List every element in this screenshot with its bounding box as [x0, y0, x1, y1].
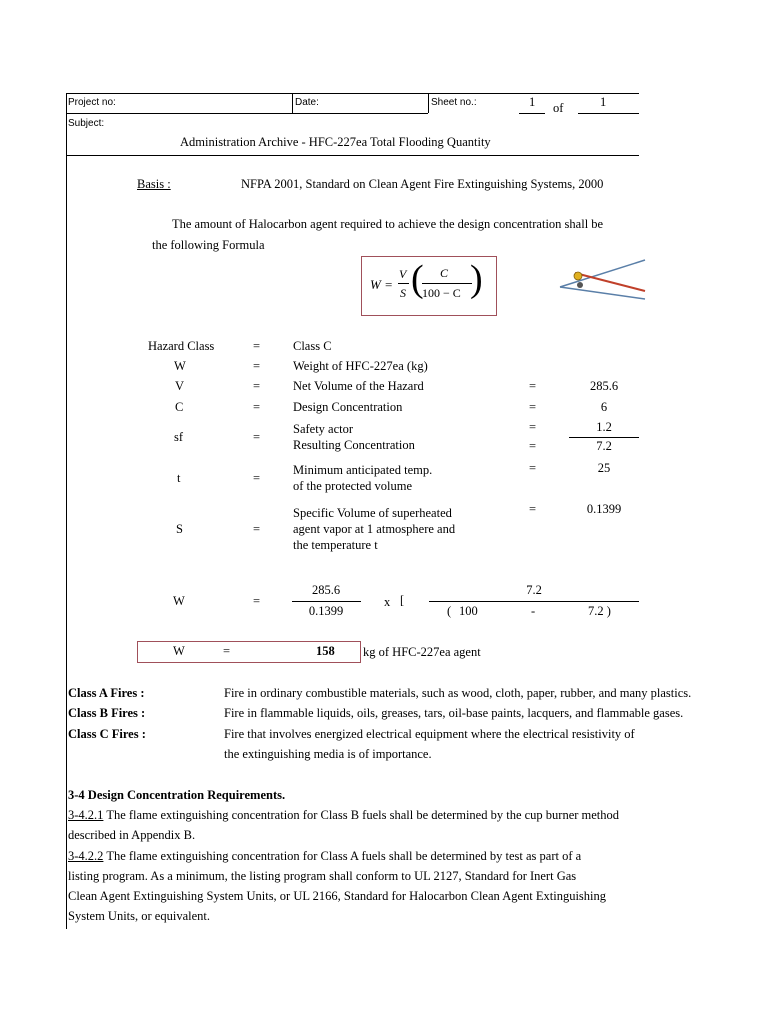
class-b-text: Fire in flammable liquids, oils, greases, tars, oil-base paints, lacquers, and flammable gases.: [224, 706, 684, 720]
calc-denominator-1: 0.1399: [308, 604, 344, 618]
requirement-1-text: The flame extinguishing concentration for Class B fuels shall be determined by the cup burner method: [103, 808, 620, 822]
resulting-concentration-value: 7.2: [596, 439, 612, 453]
t-desc-1: Minimum anticipated temp.: [293, 463, 433, 477]
t-value: 25: [597, 461, 611, 475]
result-equals: =: [223, 644, 231, 658]
header-top-rule: [66, 93, 639, 94]
calc-bracket: [: [400, 593, 405, 607]
diagram-pipe: [575, 273, 645, 291]
calc-times: x: [384, 595, 391, 609]
subject-label: Subject:: [68, 118, 105, 129]
v-desc: Net Volume of the Hazard: [293, 379, 424, 393]
sf-symbol: sf: [174, 430, 184, 444]
c-desc: Design Concentration: [293, 400, 403, 414]
valve-icon: [577, 282, 583, 288]
sf-equals: =: [253, 430, 261, 444]
requirement-2-line-1: [68, 849, 581, 864]
v-symbol: V: [175, 379, 185, 393]
requirements-heading: 3-4 Design Concentration Requirements.: [68, 788, 286, 802]
sf-rule: [569, 437, 639, 438]
class-c-text-2: the extinguishing media is of importance.: [224, 747, 432, 761]
header-bottom-rule: [66, 155, 639, 156]
requirement-2-line-3: Clean Agent Extinguishing System Units, or UL 2166, Standard for Halocarbon Clean Agent Extinguishing: [68, 889, 607, 903]
s-equals-2: =: [529, 502, 537, 516]
requirement-1-line-1: [68, 808, 619, 823]
w-equals: =: [253, 359, 261, 373]
hazard-label: Hazard Class: [148, 339, 215, 353]
formula-frac-bar-2: [422, 283, 472, 284]
calc-100: 100: [459, 604, 478, 618]
sf-equals-2a: =: [529, 420, 537, 434]
class-c-label: Class C Fires :: [68, 727, 146, 741]
c-symbol: C: [175, 400, 184, 414]
calc-numerator-2: 7.2: [526, 583, 542, 597]
requirement-2-text: The flame extinguishing concentration for Class A fuels shall be determined by test as part of a: [103, 849, 582, 863]
s-desc-3: the temperature t: [293, 538, 378, 552]
c-equals: =: [253, 400, 261, 414]
c-value: 6: [600, 400, 608, 414]
formula-c: C: [440, 266, 449, 280]
result-unit: kg of HFC-227ea agent: [363, 645, 481, 659]
document-title: Administration Archive - HFC-227ea Total Flooding Quantity: [180, 135, 491, 149]
formula-w: W: [370, 277, 381, 292]
header-mid-rule: [66, 113, 428, 114]
t-equals: =: [253, 471, 261, 485]
s-equals: =: [253, 522, 261, 536]
sf-value: 1.2: [596, 420, 612, 434]
t-equals-2: =: [529, 461, 537, 475]
intro-line-2: the following Formula: [152, 238, 265, 252]
class-a-label: Class A Fires :: [68, 686, 145, 700]
of-label: of: [553, 101, 564, 115]
nozzle-icon: [574, 272, 582, 280]
basis-text: NFPA 2001, Standard on Clean Agent Fire Extinguishing Systems, 2000: [241, 177, 604, 191]
formula-s: S: [400, 286, 406, 300]
intro-line-1: The amount of Halocarbon agent required to achieve the design concentration shall be: [172, 217, 604, 231]
formula-frac-bar-1: [398, 283, 409, 284]
sheet-total-underline: [578, 113, 639, 114]
t-desc-2: of the protected volume: [293, 479, 413, 493]
w-desc: Weight of HFC-227ea (kg): [293, 359, 428, 373]
s-value: 0.1399: [586, 502, 622, 516]
calc-frac-bar-2: [429, 601, 639, 602]
hazard-value: Class C: [293, 339, 332, 353]
t-symbol: t: [177, 471, 181, 485]
project-label: Project no:: [68, 97, 116, 108]
sheet-divider: [428, 93, 429, 113]
class-c-text: Fire that involves energized electrical equipment where the electrical resistivity of: [224, 727, 635, 741]
w-symbol: W: [174, 359, 186, 373]
formula-v: V: [399, 267, 407, 281]
diagram-edge-top: [560, 260, 645, 287]
v-equals-2: =: [529, 379, 537, 393]
v-equals: =: [253, 379, 261, 393]
v-value: 285.6: [589, 379, 619, 393]
formula-equals: =: [385, 277, 393, 292]
c-equals-2: =: [529, 400, 537, 414]
formula-lparen: (: [411, 258, 424, 300]
calc-w: W: [173, 594, 185, 608]
date-label: Date:: [295, 97, 319, 108]
sheet-label: Sheet no.:: [431, 97, 477, 108]
hazard-equals: =: [253, 339, 261, 353]
diagram-edge-bottom: [560, 287, 645, 299]
requirement-2-line-4: System Units, or equivalent.: [68, 909, 210, 923]
calc-frac-bar-1: [292, 601, 361, 602]
calc-lparen: (: [447, 604, 452, 618]
date-divider: [292, 93, 293, 113]
sheet-no-underline: [519, 113, 545, 114]
s-desc-1: Specific Volume of superheated: [293, 506, 452, 520]
calc-numerator-1: 285.6: [311, 583, 341, 597]
formula-rparen: ): [470, 258, 483, 300]
calc-minus: -: [531, 604, 536, 618]
requirement-1-line-2: described in Appendix B.: [68, 828, 196, 842]
calc-72: 7.2 ): [588, 604, 611, 618]
sf-desc-1: Safety actor: [293, 422, 354, 436]
left-border: [66, 93, 67, 929]
class-b-label: Class B Fires :: [68, 706, 146, 720]
basis-label: Basis :: [137, 177, 171, 191]
sheet-no-value: 1: [529, 95, 536, 109]
requirement-2-line-2: listing program. As a minimum, the listing program shall conform to UL 2127, Standard for Inert Gas: [68, 869, 577, 883]
formula-denominator: 100 − C: [422, 286, 461, 300]
sheet-total-value: 1: [600, 95, 607, 109]
s-symbol: S: [176, 522, 183, 536]
sf-equals-2b: =: [529, 439, 537, 453]
sf-desc-2: Resulting Concentration: [293, 438, 415, 452]
requirement-1-ref: 3-4.2.1: [68, 808, 104, 822]
room-diagram: [555, 255, 645, 305]
s-desc-2: agent vapor at 1 atmosphere and: [293, 522, 456, 536]
result-w: W: [173, 644, 185, 658]
requirement-2-ref: 3-4.2.2: [68, 849, 104, 863]
class-a-text: Fire in ordinary combustible materials, such as wood, cloth, paper, rubber, and many plastics.: [224, 686, 692, 700]
calc-equals: =: [253, 594, 261, 608]
formula-box: [361, 256, 497, 316]
result-value: 158: [316, 644, 335, 658]
